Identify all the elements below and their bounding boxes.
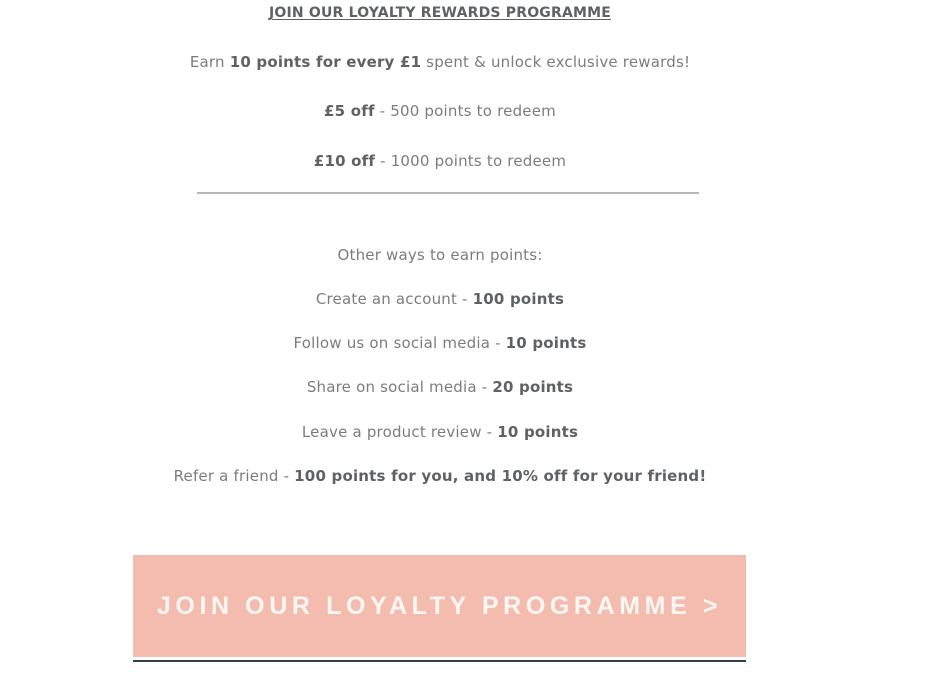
earn-points: 100 points for you, and 10% off for your friend!	[294, 467, 707, 485]
intro-text	[0, 53, 880, 71]
other-ways-heading: Other ways to earn points:	[337, 246, 543, 264]
earn-points: 10 points	[497, 423, 579, 441]
cta-underline	[133, 660, 746, 662]
reward-detail: - 1000 points to redeem	[375, 152, 567, 170]
reward-item	[0, 152, 880, 170]
section-divider	[197, 192, 699, 194]
earn-item	[0, 423, 880, 441]
earn-action: Leave a product review -	[301, 423, 498, 441]
reward-amount: £5 off	[324, 102, 375, 120]
earn-item	[0, 290, 880, 308]
earn-item	[0, 334, 880, 352]
reward-detail: - 500 points to redeem	[374, 102, 556, 120]
page-title: JOIN OUR LOYALTY REWARDS PROGRAMME	[268, 5, 612, 21]
intro-prefix: Earn	[189, 53, 230, 71]
earn-points: 20 points	[492, 378, 574, 396]
earn-points: 100 points	[472, 290, 565, 308]
reward-item	[0, 102, 880, 120]
cta-label: JOIN OUR LOYALTY PROGRAMME >	[156, 591, 723, 620]
join-loyalty-programme-button[interactable]	[133, 555, 746, 657]
earn-action: Share on social media -	[306, 378, 493, 396]
intro-suffix: spent & unlock exclusive rewards!	[421, 53, 691, 71]
earn-action: Follow us on social media -	[293, 334, 506, 352]
intro-bold: 10 points for every £1	[229, 53, 422, 71]
earn-action: Refer a friend -	[173, 467, 295, 485]
earn-points: 10 points	[505, 334, 587, 352]
reward-amount: £10 off	[313, 152, 376, 170]
earn-item	[0, 467, 880, 485]
earn-action: Create an account -	[315, 290, 473, 308]
earn-item	[0, 378, 880, 396]
